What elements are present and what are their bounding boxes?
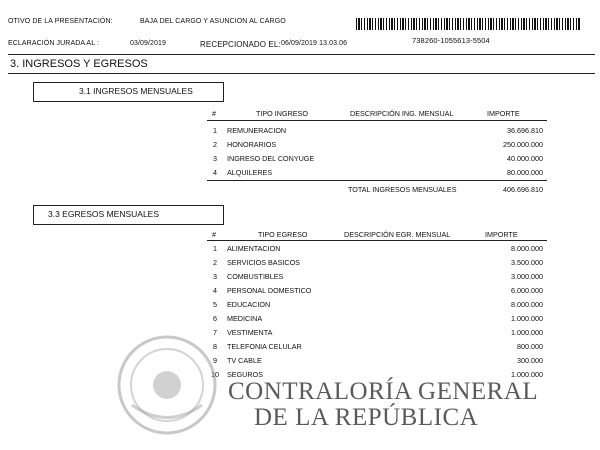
egresos-header-rule (207, 240, 547, 241)
ingresos-box-title: 3.1 INGRESOS MENSUALES (79, 86, 193, 96)
table-row (213, 328, 543, 341)
row-tipo: ALQUILERES (227, 168, 273, 177)
section-divider (8, 73, 595, 74)
total-ingresos-value: 406.696.810 (503, 185, 543, 194)
row-tipo: ALIMENTACION (227, 244, 281, 253)
row-tipo: REMUNERACION (227, 126, 287, 135)
section-title: 3. INGRESOS Y EGRESOS (10, 58, 148, 70)
row-tipo: HONORARIOS (227, 140, 277, 149)
egresos-box-title: 3.3 EGRESOS MENSUALES (48, 209, 160, 219)
row-importe: 800.000 (517, 342, 543, 351)
watermark-line1: CONTRALORÍA GENERAL (228, 378, 539, 405)
motivo-value: BAJA DEL CARGO Y ASUNCION AL CARGO (140, 18, 286, 25)
table-row (213, 342, 543, 355)
row-number: 3 (213, 154, 217, 163)
ingresos-col-importe: IMPORTE (487, 109, 520, 118)
ingresos-box (33, 82, 224, 102)
row-tipo: COMBUSTIBLES (227, 272, 284, 281)
motivo-label: OTIVO DE LA PRESENTACIÓN: (8, 18, 113, 25)
recepcionado-label: RECEPCIONADO EL: (200, 40, 281, 49)
row-importe: 1.000.000 (511, 328, 543, 337)
row-tipo: PERSONAL DOMESTICO (227, 286, 312, 295)
table-row (213, 258, 543, 271)
row-number: 4 (213, 286, 217, 295)
row-importe: 8.000.000 (511, 300, 543, 309)
row-number: 5 (213, 300, 217, 309)
row-importe: 300.000 (517, 356, 543, 365)
total-ingresos-label: TOTAL INGRESOS MENSUALES (348, 185, 457, 194)
row-number: 8 (213, 342, 217, 351)
egresos-col-desc: DESCRIPCIÓN EGR. MENSUAL (344, 230, 451, 239)
row-number: 7 (213, 328, 217, 337)
row-importe: 40.000.000 (507, 154, 543, 163)
ingresos-total-rule (207, 180, 547, 181)
egresos-box (33, 205, 224, 225)
ingresos-col-desc: DESCRIPCIÓN ING. MENSUAL (350, 109, 454, 118)
barcode-number: 738260-1055613-5504 (412, 36, 490, 45)
row-importe: 36.696.810 (507, 126, 543, 135)
ingresos-col-tipo: TIPO INGRESO (256, 109, 308, 118)
declaracion-label: ECLARACIÓN JURADA AL : (8, 40, 100, 47)
row-number: 10 (211, 370, 219, 379)
row-importe: 80.000.000 (507, 168, 543, 177)
row-tipo: SEGUROS (227, 370, 263, 379)
row-tipo: INGRESO DEL CONYUGE (227, 154, 315, 163)
table-row (213, 154, 543, 167)
table-row (213, 286, 543, 299)
declaracion-date: 03/09/2019 (130, 40, 167, 47)
ingresos-col-num: # (212, 109, 216, 118)
row-importe: 8.000.000 (511, 244, 543, 253)
row-number: 2 (213, 258, 217, 267)
watermark-line2: DE LA REPÚBLICA (254, 404, 479, 431)
row-importe: 3.000.000 (511, 272, 543, 281)
barcode (356, 18, 581, 30)
table-row (213, 300, 543, 313)
table-row (213, 272, 543, 285)
row-number: 4 (213, 168, 217, 177)
row-number: 9 (213, 356, 217, 365)
table-row (213, 356, 543, 369)
table-row (213, 126, 543, 139)
row-number: 3 (213, 272, 217, 281)
row-tipo: TELEFONIA CELULAR (227, 342, 302, 351)
table-row (213, 244, 543, 257)
row-number: 2 (213, 140, 217, 149)
row-number: 1 (213, 126, 217, 135)
row-importe: 250.000.000 (503, 140, 543, 149)
row-tipo: MEDICINA (227, 314, 263, 323)
egresos-col-importe: IMPORTE (485, 230, 518, 239)
row-tipo: TV CABLE (227, 356, 262, 365)
row-tipo: EDUCACION (227, 300, 271, 309)
row-number: 1 (213, 244, 217, 253)
recepcionado-date: 06/09/2019 13.03.06 (281, 40, 348, 47)
row-tipo: SERVICIOS BASICOS (227, 258, 300, 267)
row-importe: 6.000.000 (511, 286, 543, 295)
row-importe: 1.000.000 (511, 370, 543, 379)
row-importe: 1.000.000 (511, 314, 543, 323)
egresos-col-tipo: TIPO EGRESO (258, 230, 308, 239)
ingresos-header-rule (207, 120, 547, 121)
table-row (213, 314, 543, 327)
egresos-col-num: # (212, 230, 216, 239)
row-tipo: VESTIMENTA (227, 328, 273, 337)
row-number: 6 (213, 314, 217, 323)
header-divider (8, 54, 595, 55)
row-importe: 3.500.000 (511, 258, 543, 267)
seal-watermark-icon (112, 330, 222, 440)
table-row (213, 140, 543, 153)
